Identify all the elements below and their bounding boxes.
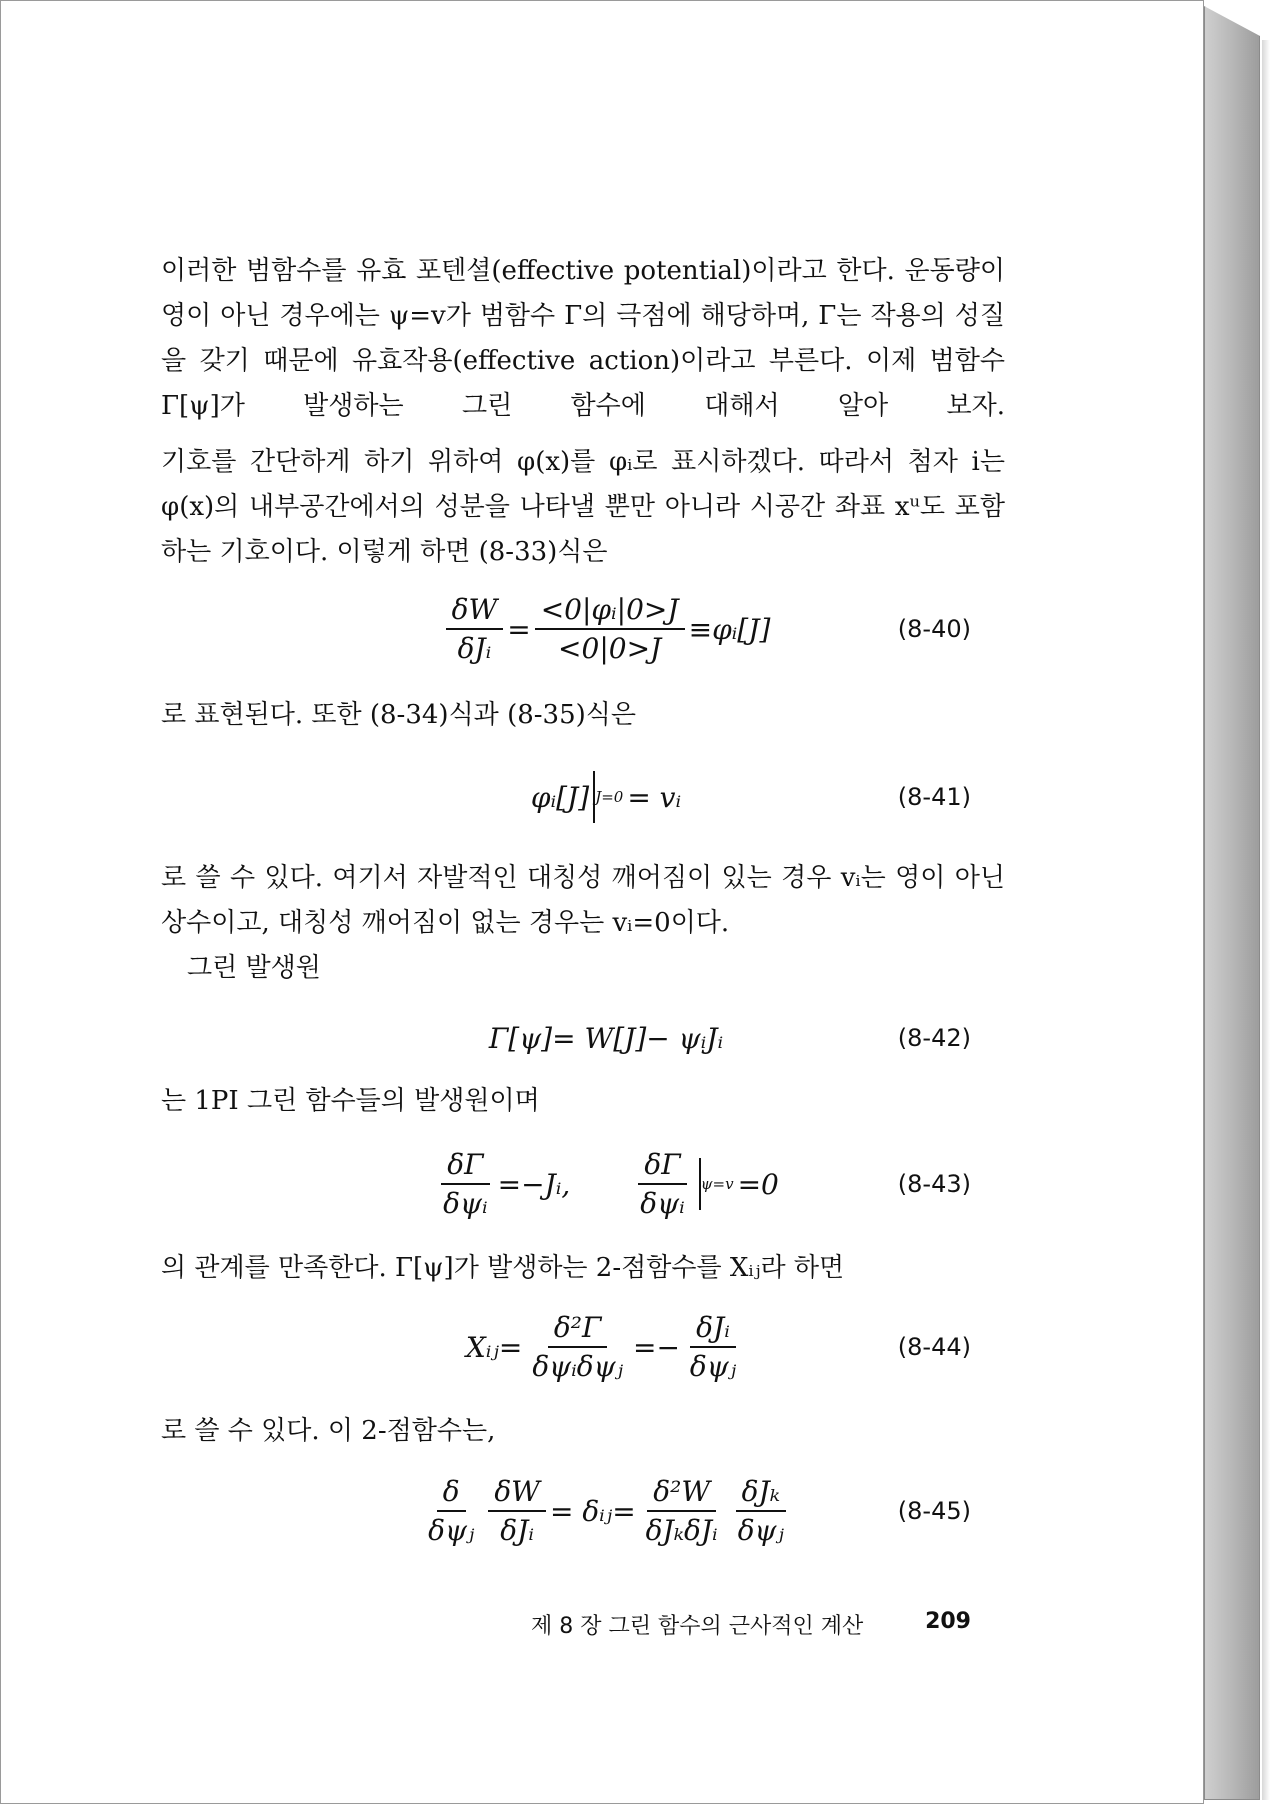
denominator: δψⱼ	[737, 1514, 784, 1547]
numerator: δW	[488, 1475, 546, 1512]
fraction-dW-dJ	[488, 1475, 546, 1547]
page-footer	[531, 1609, 971, 1640]
paragraph-notation: 기호를 간단하게 하기 위하여 φ(x)를 φᵢ로 표시하겠다. 따라서 첨자 i는 φ(x)의 내부공간에서의 성분을 나타낼 뿐만 아니라 시공간 좌표 xᵘ도 포함하는 기호이다. 이렇게 하면 (8-33)식은	[161, 447, 1005, 567]
page-number: 209	[925, 1609, 971, 1634]
numerator: δΓ	[638, 1148, 686, 1185]
denominator: δψᵢ	[443, 1187, 488, 1220]
equation-number: (8-42)	[897, 1024, 971, 1052]
denominator: <0|0>J	[558, 632, 662, 665]
numerator: δ²Γ	[548, 1311, 608, 1348]
denominator: δψᵢδψⱼ	[532, 1350, 623, 1383]
equation-8-45	[361, 1471, 1001, 1551]
fraction-dGamma-dpsi-evaluated	[634, 1148, 690, 1220]
equation-rhs-a: =−Jᵢ,	[497, 1167, 571, 1201]
equation-number: (8-45)	[897, 1497, 971, 1525]
book-spine	[1204, 6, 1260, 1800]
denominator: δψᵢ	[640, 1187, 685, 1220]
numerator: δ²W	[647, 1475, 716, 1512]
equation-mid: =−	[632, 1330, 680, 1364]
equation-8-43	[361, 1144, 1001, 1224]
chapter-title: 제 8 장 그린 함수의 근사적인 계산	[531, 1614, 864, 1639]
evaluation-subscript: ψ=v	[700, 1175, 734, 1193]
equation-body: Γ[ψ]= W[J]− ψᵢJᵢ	[488, 1021, 724, 1055]
numerator: <0|φᵢ|0>J	[535, 593, 685, 630]
denominator: δJᵢ	[500, 1514, 534, 1547]
denominator: δψⱼ	[428, 1514, 475, 1547]
fraction-d-dpsi	[422, 1475, 480, 1547]
equation-8-41	[361, 757, 1001, 837]
numerator: δΓ	[441, 1148, 489, 1185]
numerator: δJₖ	[736, 1475, 786, 1512]
paragraph-relation: 의 관계를 만족한다. Γ[ψ]가 발생하는 2-점함수를 Xᵢⱼ라 하면	[161, 1253, 845, 1283]
equation-rhs-b: =0	[737, 1167, 779, 1201]
fraction-d2W	[640, 1475, 724, 1547]
equation-mid: = δᵢⱼ=	[549, 1494, 636, 1528]
evaluation-subscript: J=0	[595, 788, 624, 806]
equation-lhs: φᵢ[J]	[530, 780, 590, 814]
denominator: δJᵢ	[457, 632, 492, 665]
equation-number: (8-43)	[897, 1170, 971, 1198]
page-shadow	[1262, 40, 1270, 1800]
paragraph-green-generator: 그린 발생원	[187, 953, 321, 983]
fraction-expectation	[535, 593, 685, 665]
numerator: δW	[446, 593, 504, 630]
paragraph-symmetry-breaking: 로 쓸 수 있다. 여기서 자발적인 대칭성 깨어짐이 있는 경우 vᵢ는 영이 아닌 상수이고, 대칭성 깨어짐이 없는 경우는 vᵢ=0이다.	[161, 863, 1005, 938]
fraction-dJ-dpsi	[684, 1311, 742, 1383]
denominator: δJₖδJᵢ	[645, 1514, 718, 1547]
paragraph-1pi: 는 1PI 그린 함수들의 발생원이며	[161, 1086, 540, 1116]
fraction-second-derivative	[526, 1311, 629, 1383]
equation-number: (8-44)	[897, 1333, 971, 1361]
equation-rhs: ≡φᵢ[J]	[688, 612, 771, 646]
paragraph-two-point: 로 쓸 수 있다. 이 2-점함수는,	[161, 1416, 496, 1446]
paragraph-expressed: 로 표현된다. 또한 (8-34)식과 (8-35)식은	[161, 700, 636, 730]
equation-rhs: = vᵢ	[627, 780, 682, 814]
fraction-dGamma-dpsi	[437, 1148, 493, 1220]
equation-number: (8-40)	[897, 615, 971, 643]
equation-number: (8-41)	[897, 783, 971, 811]
equation-8-42	[361, 998, 1001, 1078]
numerator: δJᵢ	[690, 1311, 736, 1348]
equation-lhs: Xᵢⱼ=	[465, 1330, 523, 1364]
fraction-dJk-dpsi	[732, 1475, 790, 1547]
equation-8-44	[361, 1307, 1001, 1387]
paragraph-effective-potential: 이러한 범함수를 유효 포텐셜(effective potential)이라고 한다. 운동량이 영이 아닌 경우에는 ψ=v가 범함수 Γ의 극점에 해당하며, Γ는 작용의 성질을 갖기 때문에 유효작용(effective action)이라고 부른다. 이제 범함수 Γ[ψ]가 발생하는 그린 함수에 대해서 알아 보자.	[161, 256, 1005, 421]
numerator: δ	[437, 1475, 466, 1512]
denominator: δψⱼ	[689, 1350, 737, 1383]
equation-8-40: $\frac{\delta W}{\text{δJᵢ}}$ = $\frac{\text{<0|φᵢ|0>J}}{<0|0>J}$ ≡φᵢ[J] (8-40)	[361, 589, 1001, 669]
fraction-dW-dJ	[446, 593, 504, 665]
